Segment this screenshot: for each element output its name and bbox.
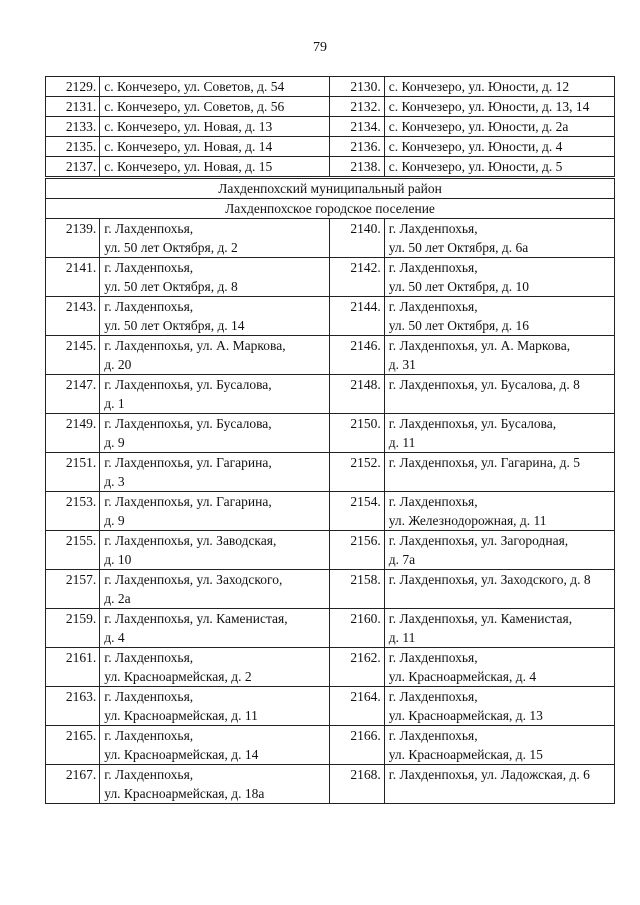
entry-address: с. Кончезеро, ул. Новая, д. 15 [100, 157, 330, 178]
address-line: г. Лахденпохья, [388, 299, 478, 314]
address-line: ул. 50 лет Октября, д. 16 [388, 318, 530, 333]
entry-address: с. Кончезеро, ул. Юности, д. 2а [384, 117, 614, 137]
entry-number: 2153. [46, 492, 100, 531]
entry-address [384, 570, 614, 609]
entry-address [384, 687, 614, 726]
entry-address: с. Кончезеро, ул. Юности, д. 5 [384, 157, 614, 178]
address-line: ул. 50 лет Октября, д. 2 [104, 240, 238, 255]
entry-address [384, 531, 614, 570]
entry-number: 2156. [330, 531, 384, 570]
page-number: 79 [313, 40, 327, 55]
entry-number: 2129. [46, 77, 100, 97]
address-line: г. Лахденпохья, ул. Бусалова, [104, 377, 272, 392]
entry-address [384, 648, 614, 687]
address-line: д. 9 [104, 435, 125, 450]
entry-address [100, 258, 330, 297]
table-row [46, 726, 615, 765]
entry-number: 2159. [46, 609, 100, 648]
entry-number: 2155. [46, 531, 100, 570]
table-row [46, 648, 615, 687]
table-row [46, 687, 615, 726]
table-row [46, 77, 615, 97]
entry-number: 2143. [46, 297, 100, 336]
address-line: г. Лахденпохья, ул. Заходского, [104, 572, 283, 587]
address-line: г. Лахденпохья, ул. Бусалова, [388, 416, 557, 431]
address-line: г. Лахденпохья, [388, 728, 478, 743]
address-line: г. Лахденпохья, [104, 299, 194, 314]
entry-number: 2136. [330, 137, 384, 157]
entry-number: 2137. [46, 157, 100, 178]
address-line: д. 4 [104, 630, 125, 645]
entry-address [384, 453, 614, 492]
address-line: ул. 50 лет Октября, д. 8 [104, 279, 238, 294]
entry-number: 2139. [46, 219, 100, 258]
address-line: ул. Красноармейская, д. 4 [388, 669, 537, 684]
entry-number: 2151. [46, 453, 100, 492]
address-table-body [46, 77, 615, 804]
table-row [46, 765, 615, 804]
entry-number: 2148. [330, 375, 384, 414]
address-line: г. Лахденпохья, [104, 221, 194, 236]
table-row [46, 492, 615, 531]
address-line: г. Лахденпохья, ул. Заводская, [104, 533, 277, 548]
address-line: г. Лахденпохья, [388, 494, 478, 509]
address-line: д. 20 [104, 357, 132, 372]
address-line: г. Лахденпохья, [388, 650, 478, 665]
address-table [45, 76, 615, 804]
entry-number: 2152. [330, 453, 384, 492]
entry-number: 2160. [330, 609, 384, 648]
address-line: ул. Красноармейская, д. 15 [388, 747, 543, 762]
entry-number: 2167. [46, 765, 100, 804]
entry-number: 2161. [46, 648, 100, 687]
entry-number: 2138. [330, 157, 384, 178]
entry-number: 2133. [46, 117, 100, 137]
entry-address [384, 492, 614, 531]
table-row [46, 414, 615, 453]
entry-address [100, 453, 330, 492]
table-row [46, 375, 615, 414]
entry-number: 2157. [46, 570, 100, 609]
address-line: г. Лахденпохья, [388, 260, 478, 275]
address-line: г. Лахденпохья, ул. Бусалова, [104, 416, 272, 431]
entry-number: 2168. [330, 765, 384, 804]
entry-number: 2165. [46, 726, 100, 765]
entry-number: 2166. [330, 726, 384, 765]
entry-number: 2146. [330, 336, 384, 375]
address-line: д. 3 [104, 474, 125, 489]
entry-number: 2130. [330, 77, 384, 97]
table-row [46, 117, 615, 137]
section-row [46, 199, 615, 219]
address-line: г. Лахденпохья, ул. Гагарина, д. 5 [388, 455, 580, 470]
address-line: ул. Железнодорожная, д. 11 [388, 513, 547, 528]
entry-address [100, 414, 330, 453]
entry-address [384, 297, 614, 336]
table-row [46, 157, 615, 178]
entry-address: с. Кончезеро, ул. Новая, д. 13 [100, 117, 330, 137]
entry-number: 2154. [330, 492, 384, 531]
address-line: г. Лахденпохья, [388, 689, 478, 704]
address-line: д. 1 [104, 396, 125, 411]
entry-number: 2142. [330, 258, 384, 297]
entry-address [384, 336, 614, 375]
address-line: ул. Красноармейская, д. 2 [104, 669, 252, 684]
entry-number: 2141. [46, 258, 100, 297]
table-row [46, 531, 615, 570]
address-line: ул. Красноармейская, д. 14 [104, 747, 259, 762]
entry-address: с. Кончезеро, ул. Юности, д. 4 [384, 137, 614, 157]
address-line: д. 11 [388, 435, 416, 450]
entry-address [384, 726, 614, 765]
entry-address: с. Кончезеро, ул. Юности, д. 13, 14 [384, 97, 614, 117]
address-line: г. Лахденпохья, ул. Каменистая, [388, 611, 573, 626]
entry-address: с. Кончезеро, ул. Юности, д. 12 [384, 77, 614, 97]
address-line: г. Лахденпохья, [104, 728, 194, 743]
table-row [46, 97, 615, 117]
entry-address [384, 609, 614, 648]
entry-number: 2147. [46, 375, 100, 414]
address-line: г. Лахденпохья, [388, 221, 478, 236]
entry-address [100, 648, 330, 687]
table-row [46, 336, 615, 375]
entry-address [100, 765, 330, 804]
table-row [46, 258, 615, 297]
table-row [46, 137, 615, 157]
address-line: г. Лахденпохья, ул. Ладожская, д. 6 [388, 767, 590, 782]
entry-address [100, 219, 330, 258]
address-line: г. Лахденпохья, [104, 650, 194, 665]
address-line: г. Лахденпохья, [104, 260, 194, 275]
entry-number: 2132. [330, 97, 384, 117]
entry-address [384, 414, 614, 453]
entry-address [100, 492, 330, 531]
entry-number: 2162. [330, 648, 384, 687]
entry-number: 2135. [46, 137, 100, 157]
address-line: ул. 50 лет Октября, д. 10 [388, 279, 530, 294]
entry-number: 2131. [46, 97, 100, 117]
entry-address [100, 375, 330, 414]
entry-address [384, 765, 614, 804]
address-line: ул. Красноармейская, д. 18а [104, 786, 265, 801]
entry-number: 2140. [330, 219, 384, 258]
address-line: г. Лахденпохья, ул. А. Маркова, [388, 338, 571, 353]
entry-number: 2134. [330, 117, 384, 137]
entry-address [100, 726, 330, 765]
address-line: г. Лахденпохья, [104, 767, 194, 782]
address-line: г. Лахденпохья, ул. Гагарина, [104, 455, 272, 470]
entry-address [100, 570, 330, 609]
address-line: д. 7а [388, 552, 416, 567]
entry-address [100, 336, 330, 375]
district-heading: Лахденпохский муниципальный район [46, 178, 615, 199]
table-row [46, 609, 615, 648]
address-line: г. Лахденпохья, [104, 689, 194, 704]
entry-number: 2145. [46, 336, 100, 375]
entry-number: 2149. [46, 414, 100, 453]
address-line: д. 10 [104, 552, 132, 567]
entry-address: с. Кончезеро, ул. Новая, д. 14 [100, 137, 330, 157]
address-line: ул. Красноармейская, д. 11 [104, 708, 258, 723]
table-row [46, 219, 615, 258]
address-line: д. 9 [104, 513, 125, 528]
entry-number: 2163. [46, 687, 100, 726]
table-row [46, 297, 615, 336]
entry-address [100, 297, 330, 336]
address-line: д. 31 [388, 357, 416, 372]
address-line: г. Лахденпохья, ул. Бусалова, д. 8 [388, 377, 580, 392]
address-line: г. Лахденпохья, ул. Загородная, [388, 533, 569, 548]
entry-address [384, 258, 614, 297]
settlement-heading: Лахденпохское городское поселение [46, 199, 615, 219]
address-line: г. Лахденпохья, ул. Каменистая, [104, 611, 288, 626]
address-line: г. Лахденпохья, ул. Гагарина, [104, 494, 272, 509]
table-row [46, 570, 615, 609]
entry-number: 2150. [330, 414, 384, 453]
entry-number: 2158. [330, 570, 384, 609]
entry-number: 2164. [330, 687, 384, 726]
address-line: г. Лахденпохья, ул. Заходского, д. 8 [388, 572, 591, 587]
entry-address: с. Кончезеро, ул. Советов, д. 54 [100, 77, 330, 97]
address-line: ул. Красноармейская, д. 13 [388, 708, 543, 723]
entry-address [100, 531, 330, 570]
address-line: ул. 50 лет Октября, д. 6а [388, 240, 529, 255]
section-row [46, 178, 615, 199]
entry-address: с. Кончезеро, ул. Советов, д. 56 [100, 97, 330, 117]
entry-address [384, 219, 614, 258]
entry-address [100, 687, 330, 726]
address-line: д. 2а [104, 591, 131, 606]
address-line: ул. 50 лет Октября, д. 14 [104, 318, 245, 333]
address-line: г. Лахденпохья, ул. А. Маркова, [104, 338, 286, 353]
entry-number: 2144. [330, 297, 384, 336]
entry-address [384, 375, 614, 414]
entry-address [100, 609, 330, 648]
table-row [46, 453, 615, 492]
address-line: д. 11 [388, 630, 416, 645]
